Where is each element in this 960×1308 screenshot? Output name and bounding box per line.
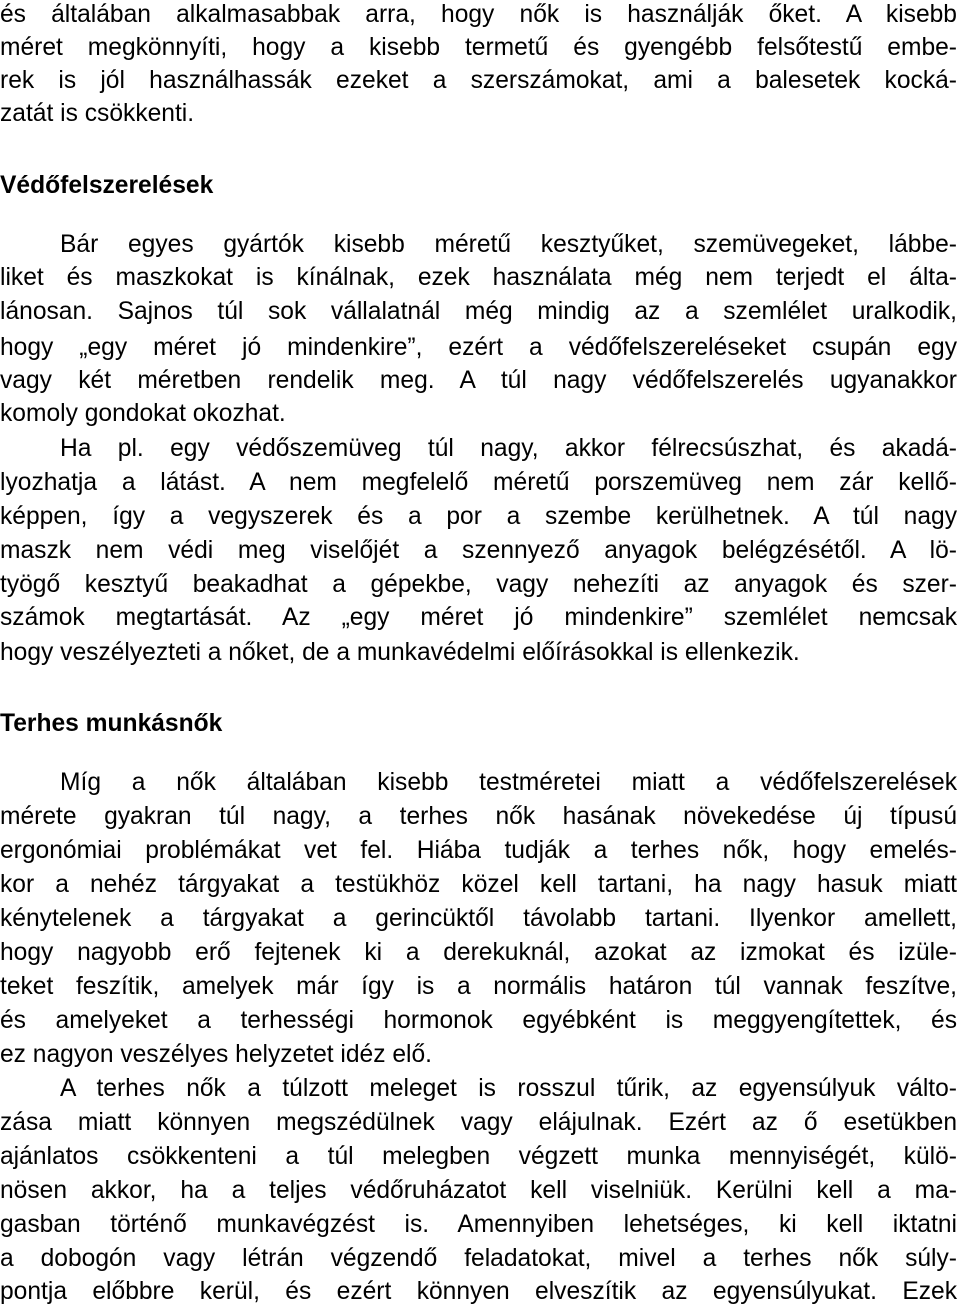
section-heading: Terhes munkásnők [0, 710, 223, 737]
paragraph-line: liket és maszkokat is kínálnak, ezek használata még nem terjedt el álta- [0, 264, 957, 291]
paragraph-line: ergonómiai problémákat vet fel. Hiába tudják a terhes nők, hogy emelés- [0, 837, 957, 864]
paragraph-line: nösen akkor, ha a teljes védőruházatot kell viselniük. Kerülni kell a ma- [0, 1177, 957, 1204]
paragraph-line: hogy „egy méret jó mindenkire”, ezért a védőfelszereléseket csupán egy [0, 334, 957, 361]
paragraph-line: ajánlatos csökkenteni a túl melegben végzett munka mennyiségét, külö- [0, 1143, 957, 1170]
paragraph-line: mérete gyakran túl nagy, a terhes nők hasának növekedése új típusú [0, 803, 957, 830]
paragraph-line: számok megtartását. Az „egy méret jó mindenkire” szemlélet nemcsak [0, 604, 957, 631]
paragraph-line: méret megkönnyíti, hogy a kisebb termetű és gyengébb felsőtestű embe- [0, 34, 957, 61]
paragraph-line: teket feszítik, amelyek már így is a normális határon túl vannak feszítve, [0, 973, 957, 1000]
paragraph-line: és általában alkalmasabbak arra, hogy nők is használják őket. A kisebb [0, 1, 957, 28]
paragraph-line: ez nagyon veszélyes helyzetet idéz elő. [0, 1041, 433, 1068]
paragraph-line: és amelyeket a terhességi hormonok egyébként is meggyengítettek, és [0, 1007, 957, 1034]
paragraph-line: lyozhatja a látást. A nem megfelelő méretű porszemüveg nem zár kellő- [0, 469, 957, 496]
paragraph-line: vagy két méretben rendelik meg. A túl nagy védőfelszerelés ugyanakkor [0, 367, 957, 394]
paragraph-line: komoly gondokat okozhat. [0, 400, 286, 427]
paragraph-line: gasban történő munkavégzést is. Amennyiben lehetséges, ki kell iktatni [0, 1211, 957, 1238]
paragraph-line: Bár egyes gyártók kisebb méretű kesztyűket, szemüvegeket, lábbe- [60, 231, 957, 258]
paragraph-line: hogy nagyobb erő fejtenek ki a derekuknál, azokat az izmokat és izüle- [0, 939, 957, 966]
paragraph-line: rek is jól használhassák ezeket a szerszámokat, ami a balesetek kocká- [0, 67, 957, 94]
paragraph-line: työgő kesztyű beakadhat a gépekbe, vagy nehezíti az anyagok és szer- [0, 571, 957, 598]
paragraph-line: hogy veszélyezteti a nőket, de a munkavédelmi előírásokkal is ellenkezik. [0, 639, 800, 666]
paragraph-line: kor a nehéz tárgyakat a testükhöz közel kell tartani, ha nagy hasuk miatt [0, 871, 957, 898]
paragraph-line: kénytelenek a tárgyakat a gerincüktől távolabb tartani. Ilyenkor amellett, [0, 905, 957, 932]
section-heading: Védőfelszerelések [0, 172, 214, 199]
paragraph-line: maszk nem védi meg viselőjét a szennyező anyagok belégzésétől. A lö- [0, 537, 957, 564]
paragraph-line: Ha pl. egy védőszemüveg túl nagy, akkor félrecsúszhat, és akadá- [60, 435, 957, 462]
paragraph-line: A terhes nők a túlzott meleget is rosszul tűrik, az egyensúlyuk válto- [60, 1075, 957, 1102]
paragraph-line: zatát is csökkenti. [0, 100, 195, 127]
paragraph-line: Míg a nők általában kisebb testméretei miatt a védőfelszerelések [60, 769, 957, 796]
paragraph-line: a dobogón vagy létrán végzendő feladatokat, mivel a terhes nők súly- [0, 1245, 957, 1272]
paragraph-line: pontja előbbre kerül, és ezért könnyen elveszítik az egyensúlyukat. Ezek [0, 1278, 957, 1305]
paragraph-line: képpen, így a vegyszerek és a por a szembe kerülhetnek. A túl nagy [0, 503, 957, 530]
paragraph-line: lánosan. Sajnos túl sok vállalatnál még mindig az a szemlélet uralkodik, [0, 298, 957, 325]
paragraph-line: zása miatt könnyen megszédülnek vagy elájulnak. Ezért az ő esetükben [0, 1109, 957, 1136]
